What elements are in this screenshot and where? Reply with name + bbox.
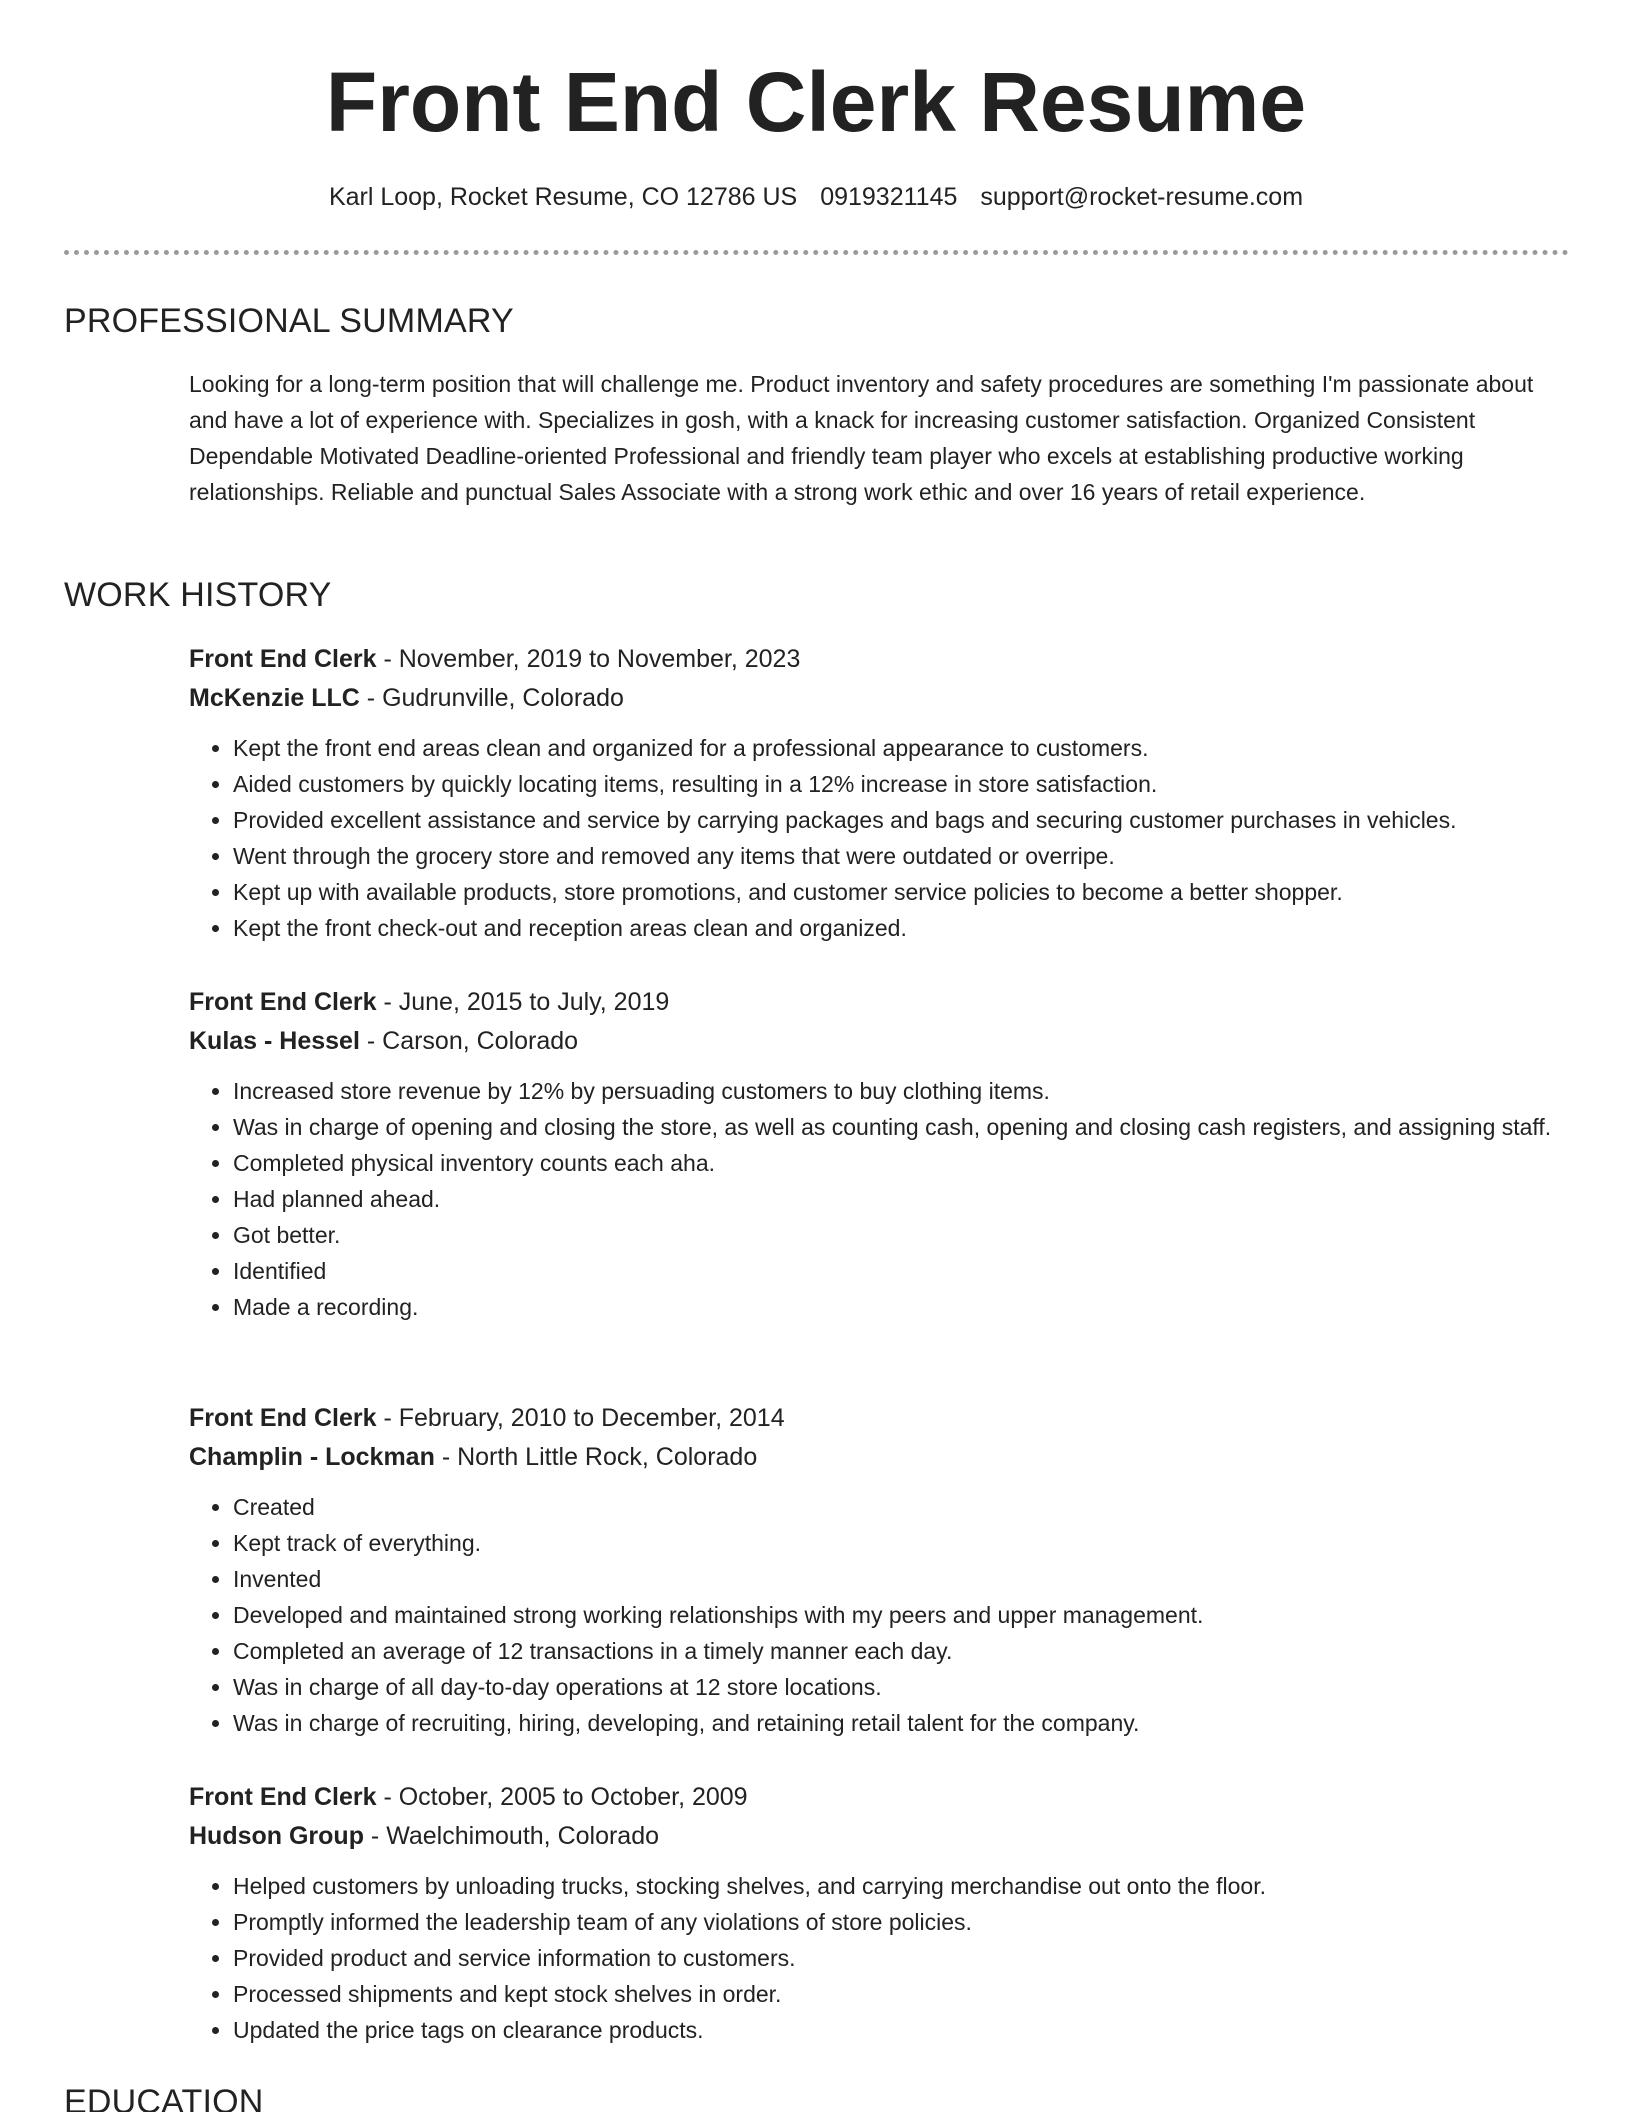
job-bullets xyxy=(189,1868,1569,2048)
job-bullet: • Got better. xyxy=(233,1217,1569,1253)
job-title: Front End Clerk xyxy=(189,1783,377,1811)
job-bullet: • Completed physical inventory counts each aha. xyxy=(233,1145,1569,1181)
contact-email: support@rocket-resume.com xyxy=(980,183,1304,211)
job-bullet: • Provided excellent assistance and service by carrying packages and bags and securing customer purchases in vehicles. xyxy=(233,802,1569,838)
job-title: Front End Clerk xyxy=(189,988,377,1016)
header-divider xyxy=(64,250,1569,255)
job-location: - Carson, Colorado xyxy=(359,1027,579,1055)
job-location: - Waelchimouth, Colorado xyxy=(363,1822,660,1850)
job-company: Hudson Group xyxy=(189,1822,364,1850)
job-entry xyxy=(189,1399,1569,1741)
resume-title: Front End Clerk Resume xyxy=(325,55,1307,149)
job-title-line xyxy=(189,1399,1569,1438)
job-bullet: • Processed shipments and kept stock shelves in order. xyxy=(233,1976,1569,2012)
job-company-line xyxy=(189,679,1569,718)
job-company: McKenzie LLC xyxy=(189,684,360,712)
job-bullet: • Developed and maintained strong working relationships with my peers and upper management. xyxy=(233,1597,1569,1633)
work-history-heading: WORK HISTORY xyxy=(64,576,332,614)
job-bullet: • Completed an average of 12 transactions in a timely manner each day. xyxy=(233,1633,1569,1669)
job-bullet: • Went through the grocery store and removed any items that were outdated or overripe. xyxy=(233,838,1569,874)
job-entry xyxy=(189,1778,1569,2048)
job-title: Front End Clerk xyxy=(189,645,377,673)
job-location: - Gudrunville, Colorado xyxy=(359,684,624,712)
job-title: Front End Clerk xyxy=(189,1404,377,1432)
job-title-line xyxy=(189,640,1569,679)
job-bullet: • Kept the front end areas clean and organized for a professional appearance to customers. xyxy=(233,730,1569,766)
job-bullets xyxy=(189,1073,1569,1325)
job-dates: - February, 2010 to December, 2014 xyxy=(376,1404,785,1432)
job-bullet: • Increased store revenue by 12% by persuading customers to buy clothing items. xyxy=(233,1073,1569,1109)
contact-phone: 0919321145 xyxy=(820,183,958,211)
job-bullet: • Helped customers by unloading trucks, stocking shelves, and carrying merchandise out onto the floor. xyxy=(233,1868,1569,1904)
job-company-line xyxy=(189,1022,1569,1061)
job-bullets xyxy=(189,730,1569,946)
job-company-line xyxy=(189,1817,1569,1856)
job-company-line xyxy=(189,1438,1569,1477)
job-dates: - October, 2005 to October, 2009 xyxy=(376,1783,748,1811)
job-entry xyxy=(189,640,1569,946)
job-company: Kulas - Hessel xyxy=(189,1027,360,1055)
job-bullet: • Was in charge of opening and closing the store, as well as counting cash, opening and closing cash registers, and assigning staff. xyxy=(233,1109,1569,1145)
job-bullet: • Updated the price tags on clearance products. xyxy=(233,2012,1569,2048)
job-bullet: • Kept up with available products, store promotions, and customer service policies to become a better shopper. xyxy=(233,874,1569,910)
summary-heading: PROFESSIONAL SUMMARY xyxy=(64,302,514,340)
job-bullet: • Aided customers by quickly locating items, resulting in a 12% increase in store satisfaction. xyxy=(233,766,1569,802)
education-heading: EDUCATION xyxy=(64,2083,264,2112)
job-location: - North Little Rock, Colorado xyxy=(434,1443,758,1471)
job-bullet: • Had planned ahead. xyxy=(233,1181,1569,1217)
summary-text: Looking for a long-term position that will challenge me. Product inventory and safety procedures are something I'm passionate about and have a lot of experience with. Specializes in gosh, with a knack for increasing customer satisfaction. Organized Consistent Dependable Motivated Deadline-oriented Professional and friendly team player who excels at establishing productive working relationships. Reliable and punctual Sales Associate with a strong work ethic and over 16 years of retail experience. xyxy=(189,371,1534,505)
job-bullets xyxy=(189,1489,1569,1741)
job-bullet: • Was in charge of recruiting, hiring, developing, and retaining retail talent for the company. xyxy=(233,1705,1569,1741)
job-bullet: • Was in charge of all day-to-day operations at 12 store locations. xyxy=(233,1669,1569,1705)
contact-address: Karl Loop, Rocket Resume, CO 12786 US xyxy=(328,183,798,211)
job-title-line xyxy=(189,1778,1569,1817)
job-bullet: • Made a recording. xyxy=(233,1289,1569,1325)
job-bullet: • Kept track of everything. xyxy=(233,1525,1569,1561)
job-dates: - November, 2019 to November, 2023 xyxy=(376,645,801,673)
contact-line xyxy=(0,180,1632,214)
job-entry xyxy=(189,983,1569,1325)
job-company: Champlin - Lockman xyxy=(189,1443,435,1471)
job-title-line xyxy=(189,983,1569,1022)
job-bullet: • Promptly informed the leadership team of any violations of store policies. xyxy=(233,1904,1569,1940)
job-bullet: • Identified xyxy=(233,1253,1569,1289)
job-bullet: • Kept the front check-out and reception areas clean and organized. xyxy=(233,910,1569,946)
job-bullet: • Invented xyxy=(233,1561,1569,1597)
job-dates: - June, 2015 to July, 2019 xyxy=(376,988,670,1016)
job-bullet: • Provided product and service information to customers. xyxy=(233,1940,1569,1976)
job-bullet: • Created xyxy=(233,1489,1569,1525)
